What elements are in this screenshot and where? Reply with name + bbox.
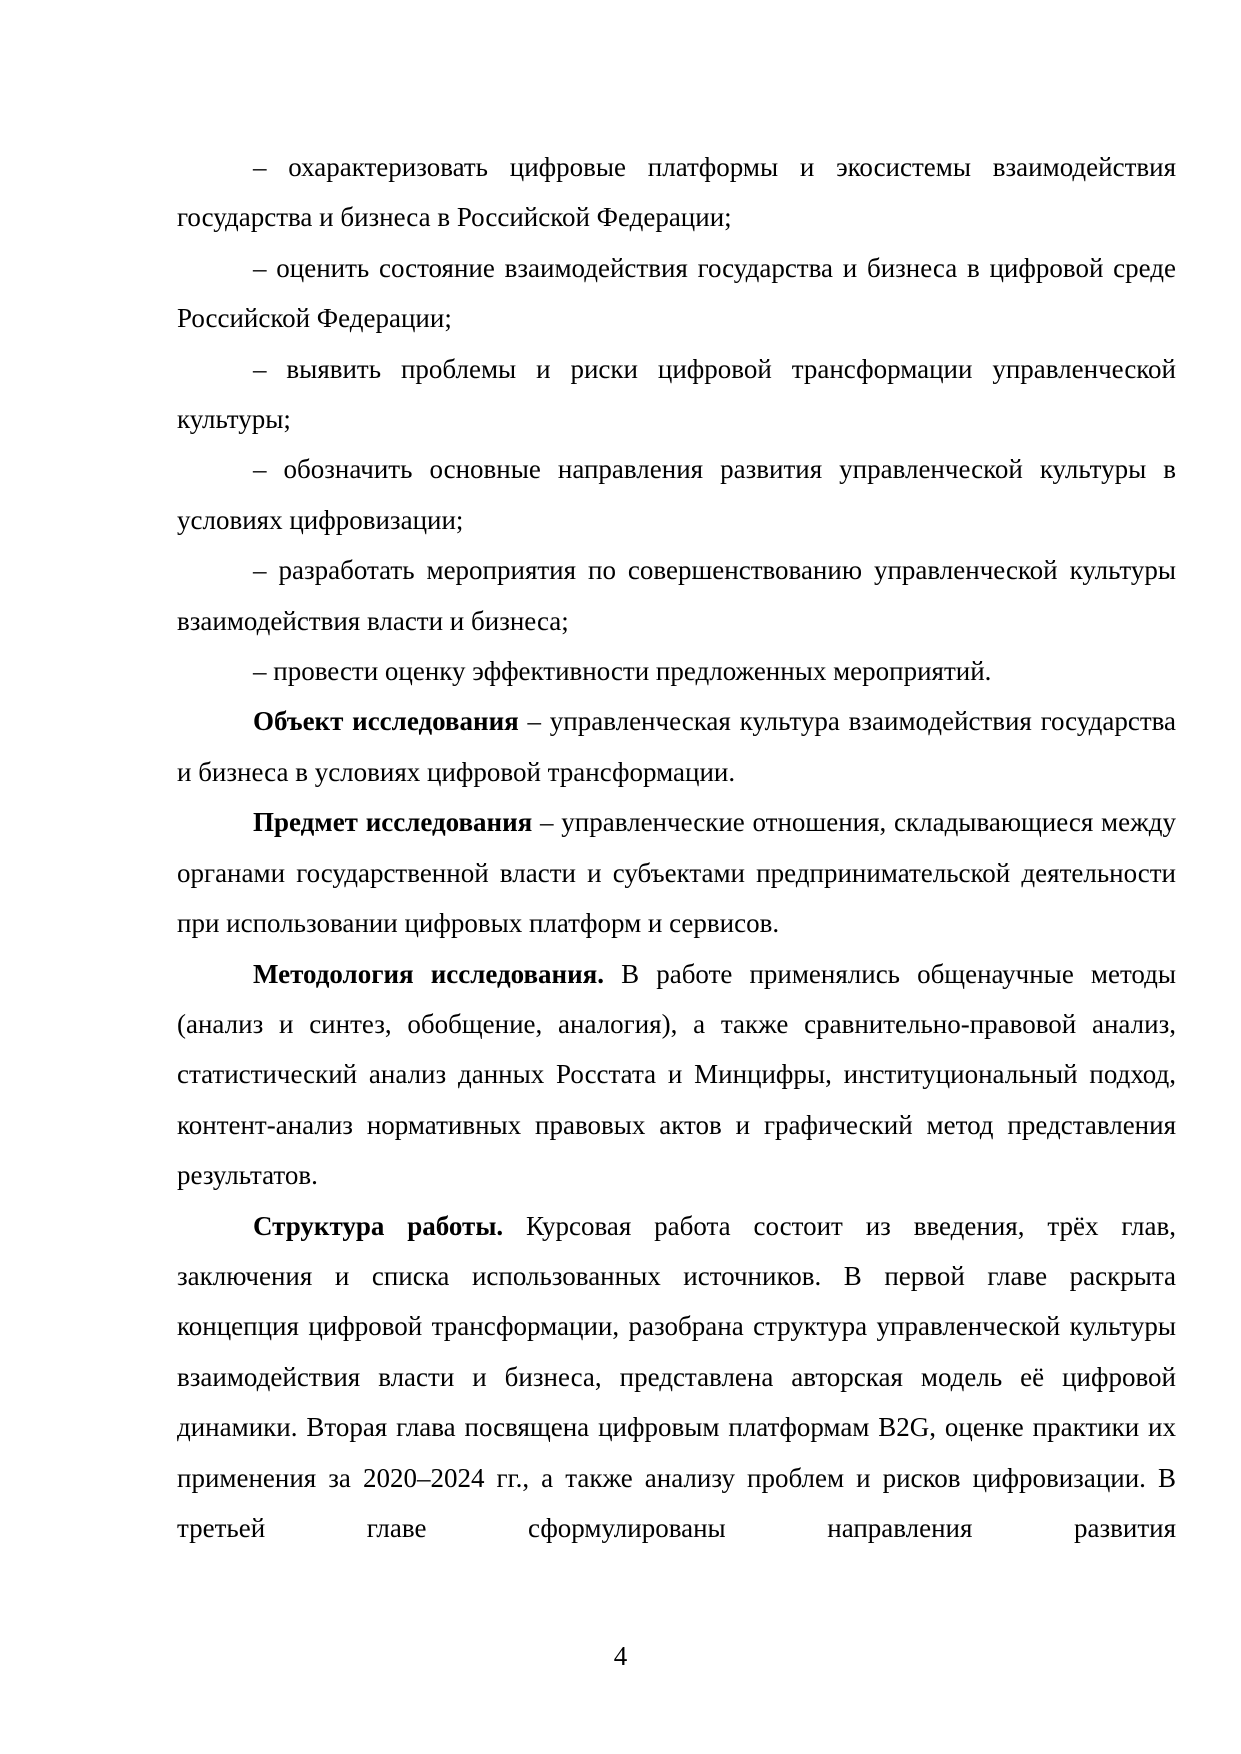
structure-term: Структура работы. — [253, 1210, 504, 1241]
research-object-text: – управленческая культура взаимодействия государства и бизнеса в условиях цифровой трансформации. — [177, 706, 1176, 787]
structure-text: Курсовая работа состоит из введения, трёх глав, заключения и списка использованных источников. В первой главе раскрыта концепция цифровой трансформации, разобрана структура управленческой культуры взаимодействия власти и бизнеса, представлена авторская модель её цифровой динамики. Вторая глава посвящена цифровым платформам B2G, оценке практики их применения за 2020–2024 гг., а также анализу проблем и рисков цифровизации. В третьей главе сформулированы направления развития — [177, 1210, 1176, 1543]
task-item-1: – охарактеризовать цифровые платформы и экосистемы взаимодействия государства и бизнеса в Российской Федерации; — [177, 152, 1176, 233]
task-item-3: – выявить проблемы и риски цифровой трансформации управленческой культуры; — [177, 353, 1176, 435]
research-object-paragraph — [177, 696, 1176, 797]
research-subject-text: – управленческие отношения, складывающиеся между органами государственной власти и субъектами предпринимательской деятельности при использовании цифровых платформ и сервисов. — [177, 807, 1177, 939]
task-item-4: – обозначить основные направления развития управленческой культуры в условиях цифровизации; — [177, 454, 1176, 535]
task-item-2: – оценить состояние взаимодействия государства и бизнеса в цифровой среде Российской Федерации; — [177, 252, 1176, 334]
research-object-term: Объект исследования — [253, 706, 519, 737]
research-subject-paragraph — [177, 797, 1176, 948]
methodology-text: В работе применялись общенаучные методы (анализ и синтез, обобщение, аналогия), а также сравнительно-правовой анализ, статистический анализ данных Росстата и Минцифры, институциональный подход, контент-анализ нормативных правовых актов и графический метод представления результатов. — [177, 958, 1176, 1191]
methodology-term: Методология исследования. — [253, 958, 605, 989]
page-number: 4 — [613, 1641, 628, 1671]
research-subject-term: Предмет исследования — [253, 807, 533, 838]
task-item-6: – провести оценку эффективности предложенных мероприятий. — [253, 656, 992, 687]
page-body — [177, 142, 1176, 1553]
task-item-5: – разработать мероприятия по совершенствованию управленческой культуры взаимодействия власти и бизнеса; — [177, 555, 1176, 636]
structure-paragraph — [177, 1201, 1176, 1554]
methodology-paragraph — [177, 949, 1176, 1201]
